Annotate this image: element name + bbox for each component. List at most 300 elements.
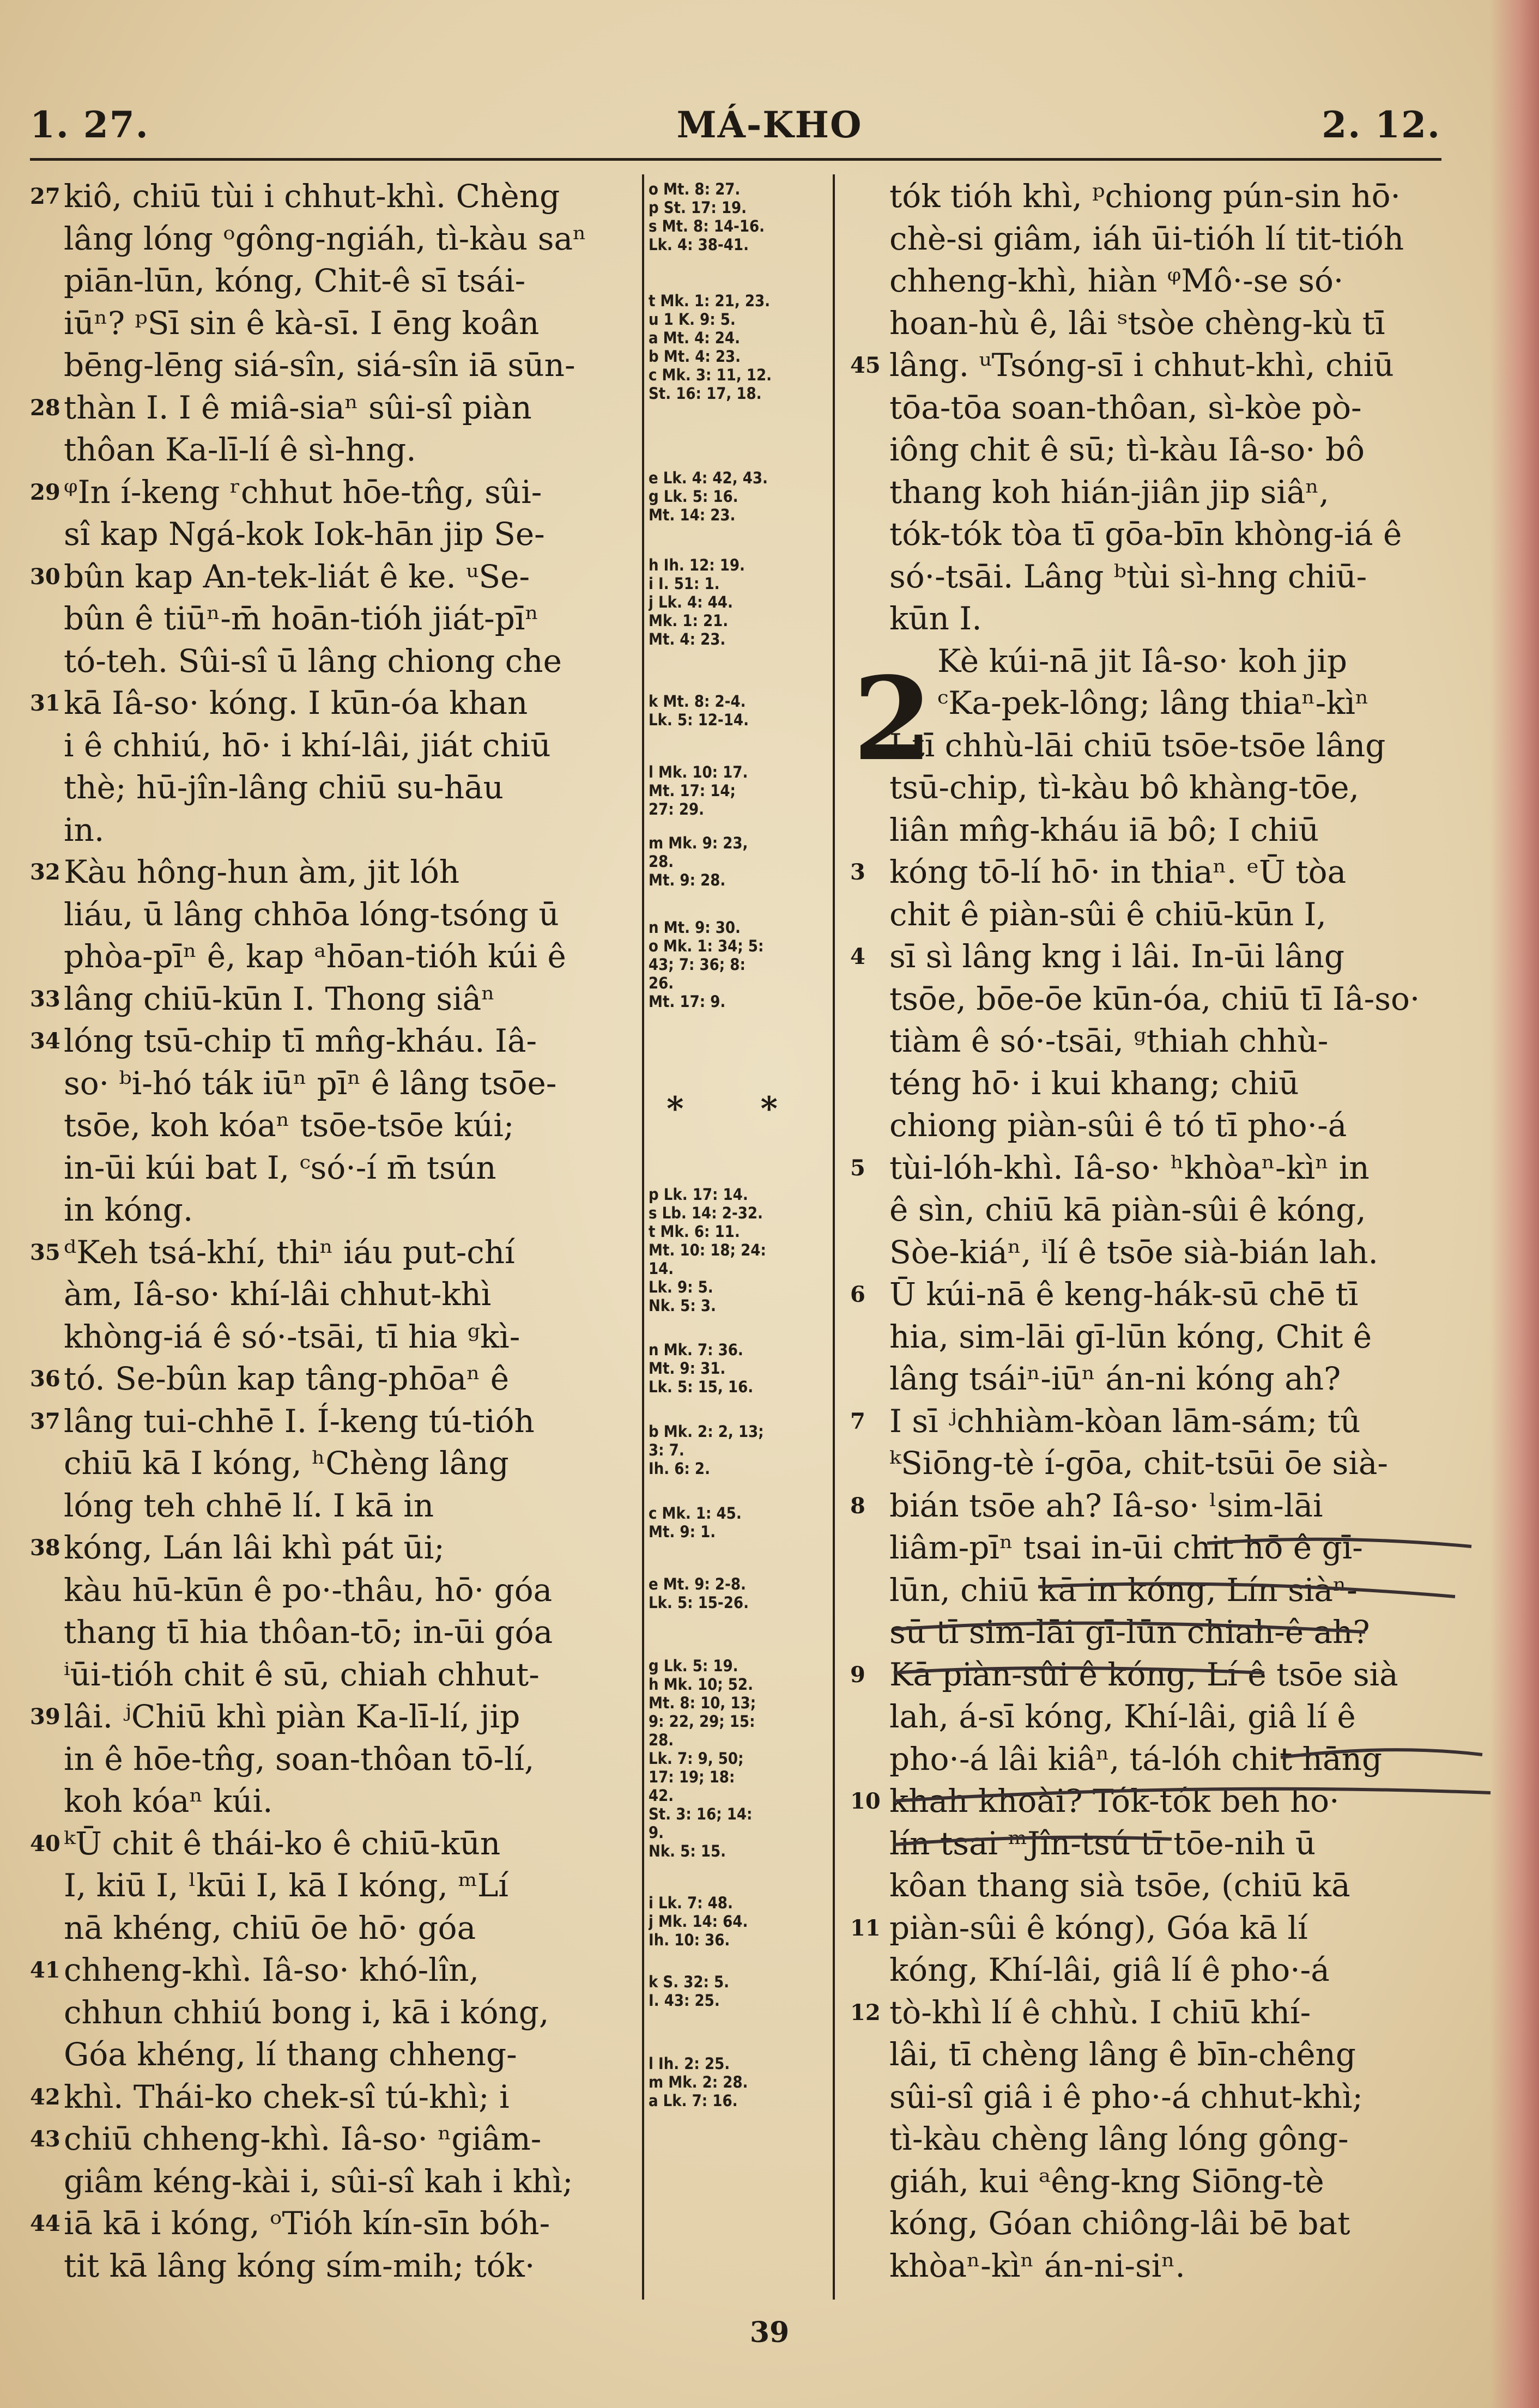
book-title: MÁ-KHO: [676, 104, 863, 146]
verse-number: 40: [30, 1830, 60, 1857]
cross-reference: 26.: [649, 974, 674, 992]
verse-text: kā Iâ-so· kóng. I kūn-óa khan: [64, 684, 528, 721]
cross-reference-group: [649, 2054, 828, 2110]
text-line: [850, 1949, 1477, 1992]
text-line: [850, 218, 1477, 260]
verse-text: so· ᵇi-hó ták iūⁿ pīⁿ ê lâng tsōe-: [64, 1064, 557, 1102]
cross-reference: l Ih. 2: 25.: [649, 2054, 730, 2073]
verse-text: i ê chhiú, hō· i khí-lâi, jiát chiū: [64, 726, 551, 764]
text-line: [850, 556, 1477, 598]
cross-reference-group: [649, 292, 828, 403]
text-line: [850, 302, 1477, 345]
cross-reference-group: [649, 1185, 828, 1315]
verse-number: 34: [30, 1028, 60, 1054]
text-line: [850, 2076, 1477, 2119]
cross-reference-group: [649, 763, 828, 818]
cross-reference: j Mk. 14: 64.: [649, 1912, 748, 1931]
verse-number: 12: [850, 1999, 881, 2025]
verse-number: 39: [30, 1704, 60, 1730]
verse-text: lâi. ʲChiū khì piàn Ka-lī-lí, jip: [64, 1698, 520, 1735]
verse-text: tò-khì lí ê chhù. I chiū khí-: [889, 1993, 1311, 2031]
verse-text: piàn-sûi ê kóng), Góa kā lí: [889, 1909, 1308, 1946]
verse-text: kàu hū-kūn ê po·-thâu, hō· góa: [64, 1571, 553, 1609]
verse-text: tók tióh khì, ᵖchiong pún-sin hō·: [889, 178, 1401, 215]
cross-reference: 28.: [649, 1731, 674, 1749]
cross-reference: c Mk. 3: 11, 12.: [649, 366, 772, 384]
cross-reference: p St. 17: 19.: [649, 198, 747, 217]
cross-reference: b Mk. 2: 2, 13;: [649, 1422, 764, 1441]
text-line: [30, 978, 635, 1021]
text-line: [30, 260, 635, 302]
cross-reference: 9.: [649, 1823, 664, 1842]
cross-reference: t Mk. 1: 21, 23.: [649, 292, 771, 310]
text-line: [30, 2034, 635, 2076]
text-line: [850, 767, 1477, 809]
verse-text: nā khéng, chiū ōe hō· góa: [64, 1909, 476, 1946]
verse-number: 38: [30, 1535, 60, 1561]
cross-reference: t Mk. 6: 11.: [649, 1222, 740, 1241]
verse-text: khì. Thái-ko chek-sî tú-khì; i: [64, 2078, 510, 2115]
verse-text: lâi, tī chèng lâng ê bīn-chêng: [889, 2036, 1356, 2073]
verse-text: chiū kā I kóng, ʰChèng lâng: [64, 1445, 509, 1482]
verse-number: 44: [30, 2211, 60, 2236]
verse-text: bián tsōe ah? Iâ-so· ˡsim-lāi: [889, 1487, 1323, 1524]
text-line: [850, 513, 1477, 556]
verse-text: hoan-hù ê, lâi ˢtsòe chèng-kù tī: [889, 304, 1385, 342]
cross-reference: 3: 7.: [649, 1441, 684, 1459]
verse-text: ᵏSiōng-tè í-gōa, chit-tsūi ōe sià-: [889, 1445, 1389, 1482]
text-line: [30, 1400, 635, 1443]
cross-reference: Nk. 5: 15.: [649, 1842, 726, 1860]
header-ref-right: 2. 12.: [1322, 104, 1441, 146]
verse-number: 32: [30, 859, 60, 885]
text-line: [850, 2161, 1477, 2203]
text-line: [850, 1823, 1477, 1865]
text-line: [850, 344, 1477, 387]
verse-number: 42: [30, 2084, 60, 2110]
verse-text: Kā piàn-sûi ê kóng, Lí ê tsōe sià: [889, 1655, 1398, 1693]
cross-reference: i Lk. 7: 48.: [649, 1894, 733, 1912]
verse-text: koh kóaⁿ kúi.: [64, 1782, 273, 1819]
cross-reference: Mt. 9: 31.: [649, 1359, 726, 1378]
verse-text: àm, Iâ-so· khí-lâi chhut-khì: [64, 1276, 492, 1313]
verse-text: chiū chheng-khì. Iâ-so· ⁿgiâm-: [64, 2120, 542, 2157]
cross-reference: 28.: [649, 852, 674, 871]
text-line: [30, 1992, 635, 2034]
cross-reference-group: [649, 180, 828, 254]
cross-reference: Mt. 9: 1.: [649, 1523, 716, 1541]
verse-text: kóng tō-lí hō· in thiaⁿ. ᵉŪ tòa: [889, 853, 1347, 890]
verse-text: liân mn̂g-kháu iā bô; I chiū: [889, 811, 1319, 848]
page-number: 39: [749, 2316, 790, 2349]
verse-text: sûi-sî giâ i ê pho·-á chhut-khì;: [889, 2078, 1363, 2115]
text-line: [850, 1063, 1477, 1105]
text-line: [850, 1147, 1477, 1190]
cross-reference: s Lb. 14: 2-32.: [649, 1204, 763, 1222]
verse-number: 33: [30, 986, 60, 1012]
cross-reference: Nk. 5: 3.: [649, 1296, 716, 1315]
cross-reference: s Mt. 8: 14-16.: [649, 217, 765, 235]
text-line: [30, 1780, 635, 1823]
text-line: [30, 1442, 635, 1485]
text-line: [850, 1316, 1477, 1358]
verse-text: ᵏŪ chit ê thái-ko ê chiū-kūn: [64, 1824, 501, 1862]
verse-text: kôan thang sià tsōe, (chiū kā: [889, 1867, 1350, 1904]
verse-text: thàn I. I ê miâ-siaⁿ sûi-sî piàn: [64, 389, 532, 426]
text-line: [850, 936, 1477, 978]
page-edge-stain: [1490, 0, 1539, 2408]
verse-text: Kàu hông-hun àm, jit lóh: [64, 853, 460, 890]
verse-number: 9: [850, 1661, 865, 1688]
verse-number: 6: [850, 1282, 865, 1307]
cross-reference: k Mt. 8: 2-4.: [649, 692, 746, 711]
verse-text: chiong piàn-sûi ê tó tī pho·-á: [889, 1107, 1347, 1144]
cross-reference: Ih. 6: 2.: [649, 1459, 710, 1478]
text-line: [850, 1273, 1477, 1316]
verse-text: thôan Ka-lī-lí ê sì-hng.: [64, 431, 416, 468]
text-line: [850, 1400, 1477, 1443]
text-line: [30, 429, 635, 471]
cross-reference: e Lk. 4: 42, 43.: [649, 469, 768, 487]
cross-reference: k S. 32: 5.: [649, 1973, 730, 1991]
cross-reference: 14.: [649, 1259, 674, 1278]
verse-text: kóng, Lán lâi khì pát ūi;: [64, 1529, 445, 1566]
cross-reference-group: [649, 1575, 828, 1612]
cross-reference: j Lk. 4: 44.: [649, 593, 733, 611]
verse-text: só·-tsāi. Lâng ᵇtùi sì-hng chiū-: [889, 557, 1367, 595]
verse-text: ᶜKa-pek-lông; lâng thiaⁿ-kìⁿ: [937, 684, 1370, 721]
text-line: [850, 175, 1477, 218]
verse-number: 36: [30, 1366, 60, 1392]
text-line: [30, 936, 635, 978]
page-header: [0, 104, 1539, 163]
text-line: [30, 513, 635, 556]
verse-text: in kóng.: [64, 1191, 193, 1228]
cross-reference: Mt. 14: 23.: [649, 506, 736, 524]
cross-reference: b Mt. 4: 23.: [649, 347, 741, 366]
text-line: [850, 1020, 1477, 1063]
text-line: [850, 387, 1477, 429]
verse-number: 4: [850, 944, 865, 969]
verse-text: piān-lūn, kóng, Chit-ê sī tsái-: [64, 262, 526, 299]
text-line: [30, 1020, 635, 1063]
verse-number: 37: [30, 1408, 60, 1434]
text-line: [850, 2203, 1477, 2245]
verse-text: ᵈKeh tsá-khí, thiⁿ iáu put-chí: [64, 1233, 515, 1271]
verse-text: lâng chiū-kūn I. Thong siâⁿ: [64, 980, 495, 1017]
cross-reference: Lk. 9: 5.: [649, 1278, 713, 1296]
cross-reference: Lk. 5: 15, 16.: [649, 1378, 754, 1396]
text-column-right: [850, 175, 1477, 2287]
cross-reference: n Mk. 7: 36.: [649, 1341, 743, 1359]
cross-reference-group: [649, 834, 828, 889]
verse-text: lah, á-sī kóng, Khí-lâi, giâ lí ê: [889, 1698, 1356, 1735]
verse-text: ê sìn, chiū kā piàn-sûi ê kóng,: [889, 1191, 1366, 1228]
cross-reference-group: [649, 1422, 828, 1478]
verse-number: 7: [850, 1408, 865, 1434]
verse-number: 30: [30, 563, 60, 590]
verse-text: pho·-á lâi kiâⁿ, tá-lóh chit hāng: [889, 1740, 1383, 1778]
text-line: [850, 1780, 1477, 1823]
column-rule-right: [833, 174, 835, 2300]
text-line: [850, 1442, 1477, 1485]
text-line: [30, 640, 635, 683]
verse-text: tók-tók tòa tī gōa-bīn khòng-iá ê: [889, 515, 1402, 553]
verse-text: bûn kap An-tek-liát ê ke. ᵘSe-: [64, 557, 530, 595]
cross-reference: Lk. 7: 9, 50;: [649, 1749, 744, 1768]
text-column-left: [30, 175, 635, 2287]
cross-reference: Mk. 1: 21.: [649, 611, 729, 630]
cross-reference: Mt. 17: 9.: [649, 992, 726, 1011]
verse-text: in.: [64, 811, 105, 848]
verse-text: sî kap Ngá-kok Iok-hān jip Se-: [64, 515, 545, 553]
text-line: [850, 894, 1477, 936]
text-line: [30, 1654, 635, 1696]
text-line: [30, 1232, 635, 1274]
verse-text: liáu, ū lâng chhōa lóng-tsóng ū: [64, 895, 559, 933]
verse-number: 31: [30, 690, 60, 716]
text-line: [30, 1696, 635, 1738]
text-line: [850, 1865, 1477, 1907]
text-line: [850, 2034, 1477, 2076]
cross-reference: u 1 K. 9: 5.: [649, 310, 736, 329]
verse-text: tùi-lóh-khì. Iâ-so· ʰkhòaⁿ-kìⁿ in: [889, 1149, 1370, 1186]
cross-reference: Ih. 10: 36.: [649, 1931, 730, 1949]
cross-reference: g Lk. 5: 16.: [649, 487, 738, 506]
text-line: [30, 218, 635, 260]
cross-reference-group: [649, 1657, 828, 1860]
star-separator: * *: [667, 1090, 810, 1128]
verse-text: tit kā lâng kóng sím-mih; tók·: [64, 2247, 535, 2284]
text-line: [850, 1611, 1477, 1654]
text-line: [850, 1358, 1477, 1400]
text-line: [30, 2118, 635, 2161]
verse-text: lâng tsáiⁿ-iūⁿ án-ni kóng ah?: [889, 1360, 1341, 1397]
verse-text: in-ūi kúi bat I, ᶜsó·-í m̄ tsún: [64, 1149, 496, 1186]
text-line: [30, 2076, 635, 2119]
verse-text: ⁱūi-tióh chit ê sū, chiah chhut-: [64, 1655, 540, 1693]
verse-text: sū tī sim-lāi gī-lūn chiah-ê ah?: [889, 1614, 1370, 1651]
cross-reference: m Mk. 9: 23,: [649, 834, 748, 852]
verse-text: lūn, chiū kā in kóng, Lín siàⁿ-: [889, 1571, 1358, 1609]
verse-number: 41: [30, 1957, 60, 1983]
verse-text: iông chit ê sū; tì-kàu Iâ-so· bô: [889, 431, 1365, 468]
text-line: [30, 725, 635, 767]
text-line: [30, 1569, 635, 1612]
text-line: [850, 809, 1477, 852]
verse-number: 3: [850, 859, 865, 885]
verse-number: 35: [30, 1239, 60, 1265]
cross-reference: p Lk. 17: 14.: [649, 1185, 748, 1204]
verse-text: lâng. ᵘTsóng-sī i chhut-khì, chiū: [889, 347, 1394, 384]
text-line: [30, 1316, 635, 1358]
verse-text: ᵠIn í-keng ʳchhut hōe-tn̂g, sûi-: [64, 473, 542, 511]
cross-reference-group: [649, 1341, 828, 1396]
text-line: [30, 175, 635, 218]
verse-number: 27: [30, 184, 60, 209]
verse-number: 45: [850, 353, 881, 378]
cross-reference-group: [649, 1973, 828, 2010]
verse-text: chheng-khì. Iâ-so· khó-lîn,: [64, 1951, 480, 1988]
verse-text: lóng tsū-chip tī mn̂g-kháu. Iâ-: [64, 1022, 537, 1059]
verse-text: thang tī hia thôan-tō; in-ūi góa: [64, 1614, 553, 1651]
verse-text: tōa-tōa soan-thôan, sì-kòe pò-: [889, 389, 1362, 426]
verse-text: thang koh hián-jiân jip siâⁿ,: [889, 473, 1329, 511]
cross-reference-group: [649, 556, 828, 648]
cross-reference-group: [649, 1894, 828, 1949]
text-line: [850, 1992, 1477, 2034]
text-line: [30, 1527, 635, 1569]
verse-text: bûn ê tiūⁿ-m̄ hoān-tióh jiát-pīⁿ: [64, 600, 539, 637]
verse-text: chit ê piàn-sûi ê chiū-kūn I,: [889, 895, 1326, 933]
cross-reference: 43; 7: 36; 8:: [649, 955, 746, 974]
verse-text: kiô, chiū tùi i chhut-khì. Chèng: [64, 178, 560, 215]
cross-reference: e Mt. 9: 2-8.: [649, 1575, 746, 1593]
verse-number: 5: [850, 1155, 865, 1181]
verse-text: lóng teh chhē lí. I kā in: [64, 1487, 434, 1524]
cross-reference: o Mk. 1: 34; 5:: [649, 937, 764, 955]
text-line: [850, 682, 1477, 725]
verse-number: 29: [30, 479, 60, 505]
verse-text: Sòe-kiáⁿ, ⁱlí ê tsōe sià-bián lah.: [889, 1233, 1378, 1271]
verse-text: sī sì lâng kng i lâi. In-ūi lâng: [889, 938, 1344, 975]
cross-reference: Lk. 5: 12-14.: [649, 711, 749, 729]
text-line: [30, 1865, 635, 1907]
verse-number: 43: [30, 2126, 60, 2152]
cross-reference: c Mk. 1: 45.: [649, 1504, 742, 1523]
verse-text: tó-teh. Sûi-sî ū lâng chiong che: [64, 642, 562, 680]
text-line: [850, 1654, 1477, 1696]
verse-text: tì-kàu chèng lâng lóng gông-: [889, 2120, 1349, 2157]
cross-reference: Lk. 4: 38-41.: [649, 235, 749, 254]
verse-text: thè; hū-jîn-lâng chiū su-hāu: [64, 769, 504, 806]
verse-text: iūⁿ? ᵖSī sin ê kà-sī. I ēng koân: [64, 304, 540, 342]
cross-reference: Mt. 8: 10, 13;: [649, 1694, 756, 1712]
verse-text: lín tsai ᵐJîn-tsú tī tōe-nih ū: [889, 1824, 1316, 1862]
text-line: [30, 1485, 635, 1527]
verse-text: tsōe, koh kóaⁿ tsōe-tsōe kúi;: [64, 1107, 514, 1144]
text-line: [30, 1949, 635, 1992]
text-line: [30, 471, 635, 514]
cross-reference: I. 43: 25.: [649, 1991, 720, 2010]
cross-reference: n Mt. 9: 30.: [649, 918, 741, 937]
verse-number: 10: [850, 1788, 881, 1814]
text-line: [850, 260, 1477, 302]
cross-reference: Lk. 5: 15-26.: [649, 1593, 749, 1612]
cross-reference: St. 16: 17, 18.: [649, 384, 762, 403]
header-ref-left: 1. 27.: [30, 104, 149, 146]
verse-text: hia, sim-lāi gī-lūn kóng, Chit ê: [889, 1318, 1372, 1355]
text-line: [850, 1738, 1477, 1781]
text-line: [30, 1611, 635, 1654]
verse-text: khah khoài? Tók-tók beh hō·: [889, 1782, 1340, 1819]
text-line: [850, 640, 1477, 683]
text-line: [30, 682, 635, 725]
text-line: [30, 1273, 635, 1316]
verse-text: chhun chhiú bong i, kā i kóng,: [64, 1993, 549, 2031]
verse-text: tó. Se-bûn kap tâng-phōaⁿ ê: [64, 1360, 510, 1397]
verse-text: Ū kúi-nā ê keng-hák-sū chē tī: [889, 1276, 1359, 1313]
text-line: [850, 1485, 1477, 1527]
verse-text: kūn I.: [889, 600, 982, 637]
verse-text: khòng-iá ê só·-tsāi, tī hia ᵍkì-: [64, 1318, 520, 1355]
cross-reference: 27: 29.: [649, 800, 705, 818]
text-line: [850, 2245, 1477, 2288]
cross-reference: a Lk. 7: 16.: [649, 2091, 738, 2110]
verse-text: bēng-lēng siá-sîn, siá-sîn iā sūn-: [64, 347, 575, 384]
text-line: [30, 2203, 635, 2245]
text-line: [850, 851, 1477, 894]
verse-text: in ê hōe-tn̂g, soan-thôan tō-lí,: [64, 1740, 535, 1778]
text-line: [30, 2161, 635, 2203]
text-line: [30, 1358, 635, 1400]
text-line: [850, 1232, 1477, 1274]
text-line: [30, 1907, 635, 1950]
cross-reference: a Mt. 4: 24.: [649, 329, 740, 347]
text-line: [30, 809, 635, 852]
text-line: [850, 1105, 1477, 1147]
verse-number: 28: [30, 395, 60, 421]
cross-reference: Mt. 10: 18; 24:: [649, 1241, 766, 1259]
cross-reference: Mt. 4: 23.: [649, 630, 726, 648]
verse-text: iā kā i kóng, ᵒTióh kín-sīn bóh-: [64, 2205, 550, 2242]
text-line: [30, 1189, 635, 1232]
verse-text: I, kiū I, ˡkūi I, kā I kóng, ᵐLí: [64, 1867, 508, 1904]
verse-text: giáh, kui ᵃêng-kng Siōng-tè: [889, 2162, 1324, 2200]
verse-text: kóng, Góan chiông-lâi bē bat: [889, 2205, 1350, 2242]
verse-text: khòaⁿ-kìⁿ án-ni-siⁿ.: [889, 2247, 1185, 2284]
cross-reference-group: [649, 918, 828, 1011]
cross-reference: l Mk. 10: 17.: [649, 763, 748, 781]
verse-text: lâng lóng ᵒgông-ngiáh, tì-kàu saⁿ: [64, 220, 587, 257]
verse-number: 8: [850, 1493, 865, 1519]
text-line: [850, 2118, 1477, 2161]
text-line: [30, 1823, 635, 1865]
verse-text: kóng, Khí-lâi, giâ lí ê pho·-á: [889, 1951, 1330, 1988]
verse-number: 11: [850, 1915, 881, 1941]
cross-reference: St. 3: 16; 14:: [649, 1805, 753, 1823]
text-line: [30, 387, 635, 429]
text-line: [850, 1696, 1477, 1738]
cross-reference-group: [649, 692, 828, 729]
verse-text: giâm kéng-kài i, sûi-sî kah i khì;: [64, 2162, 573, 2200]
text-line: [30, 894, 635, 936]
verse-text: phòa-pīⁿ ê, kap ᵃhōan-tióh kúi ê: [64, 938, 566, 975]
verse-text: chè-si giâm, iáh ūi-tióh lí tit-tióh: [889, 220, 1404, 257]
verse-text: Góa khéng, lí thang chheng-: [64, 2036, 517, 2073]
text-line: [30, 556, 635, 598]
cross-reference: h Ih. 12: 19.: [649, 556, 745, 574]
header-rule: [30, 158, 1441, 161]
cross-reference: 42.: [649, 1786, 674, 1805]
text-line: [30, 598, 635, 640]
text-line: [850, 1907, 1477, 1950]
text-line: [850, 598, 1477, 640]
text-line: [850, 471, 1477, 514]
cross-reference: Mt. 17: 14;: [649, 781, 736, 800]
text-line: [30, 1738, 635, 1781]
cross-reference: o Mt. 8: 27.: [649, 180, 741, 198]
cross-reference: 9: 22, 29; 15:: [649, 1712, 755, 1731]
verse-text: tiàm ê só·-tsāi, ᵍthiah chhù-: [889, 1022, 1329, 1059]
text-line: [850, 1189, 1477, 1232]
verse-text: tsū-chip, tì-kàu bô khàng-tōe,: [889, 769, 1360, 806]
text-line: [850, 1569, 1477, 1612]
text-line: [30, 2245, 635, 2288]
cross-reference: h Mk. 10; 52.: [649, 1675, 753, 1694]
text-line: [30, 851, 635, 894]
text-line: [850, 429, 1477, 471]
